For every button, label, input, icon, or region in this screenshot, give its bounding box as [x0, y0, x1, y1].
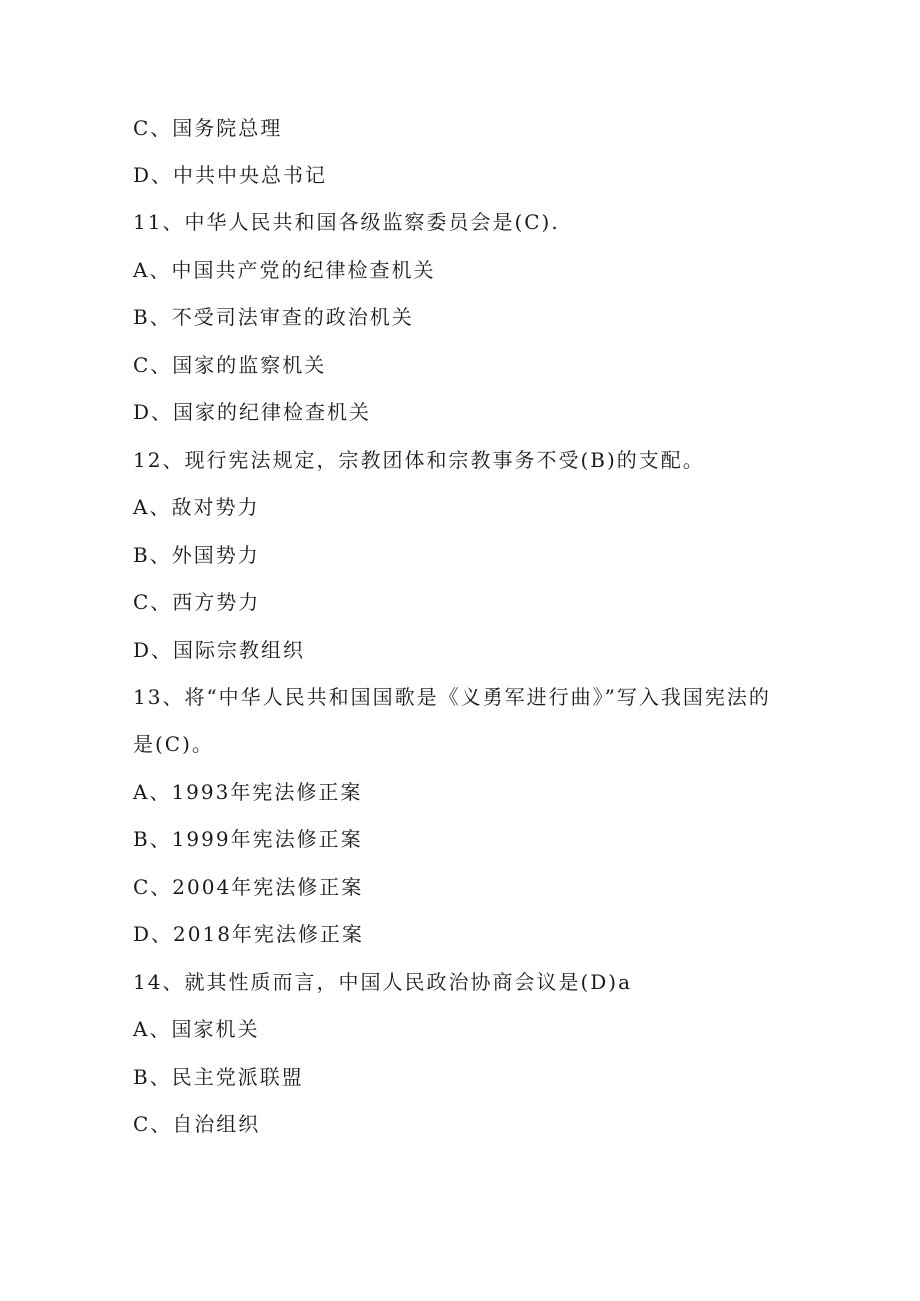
q12-option-d: D、国际宗教组织 — [133, 638, 306, 662]
q14-question: 14、就其性质而言，中国人民政治协商会议是(D)a — [133, 970, 633, 994]
q13-option-a: A、1993年宪法修正案 — [133, 780, 363, 804]
q10-option-c: C、国务院总理 — [133, 116, 283, 140]
q13-question-cont: 是(C)。 — [133, 732, 214, 756]
q14-option-a: A、国家机关 — [133, 1017, 260, 1041]
q13-question: 13、将“中华人民共和国国歌是《义勇军进行曲》”写入我国宪法的 — [133, 685, 771, 709]
q12-option-c: C、西方势力 — [133, 590, 261, 614]
q11-option-d: D、国家的纪律检查机关 — [133, 400, 372, 424]
q12-option-b: B、外国势力 — [133, 543, 260, 567]
q11-option-b: B、不受司法审查的政治机关 — [133, 305, 414, 329]
q13-option-b: B、1999年宪法修正案 — [133, 827, 363, 851]
q13-option-d: D、2018年宪法修正案 — [133, 922, 364, 946]
q11-question: 11、中华人民共和国各级监察委员会是(C). — [133, 210, 560, 234]
q10-option-d: D、中共中央总书记 — [133, 163, 328, 187]
q11-option-c: C、国家的监察机关 — [133, 353, 327, 377]
q14-option-c: C、自治组织 — [133, 1112, 261, 1136]
q12-option-a: A、敌对势力 — [133, 495, 260, 519]
q12-question: 12、现行宪法规定，宗教团体和宗教事务不受(B)的支配。 — [133, 448, 705, 472]
q13-option-c: C、2004年宪法修正案 — [133, 875, 364, 899]
q14-option-b: B、民主党派联盟 — [133, 1065, 304, 1089]
q11-option-a: A、中国共产党的纪律检查机关 — [133, 258, 436, 282]
